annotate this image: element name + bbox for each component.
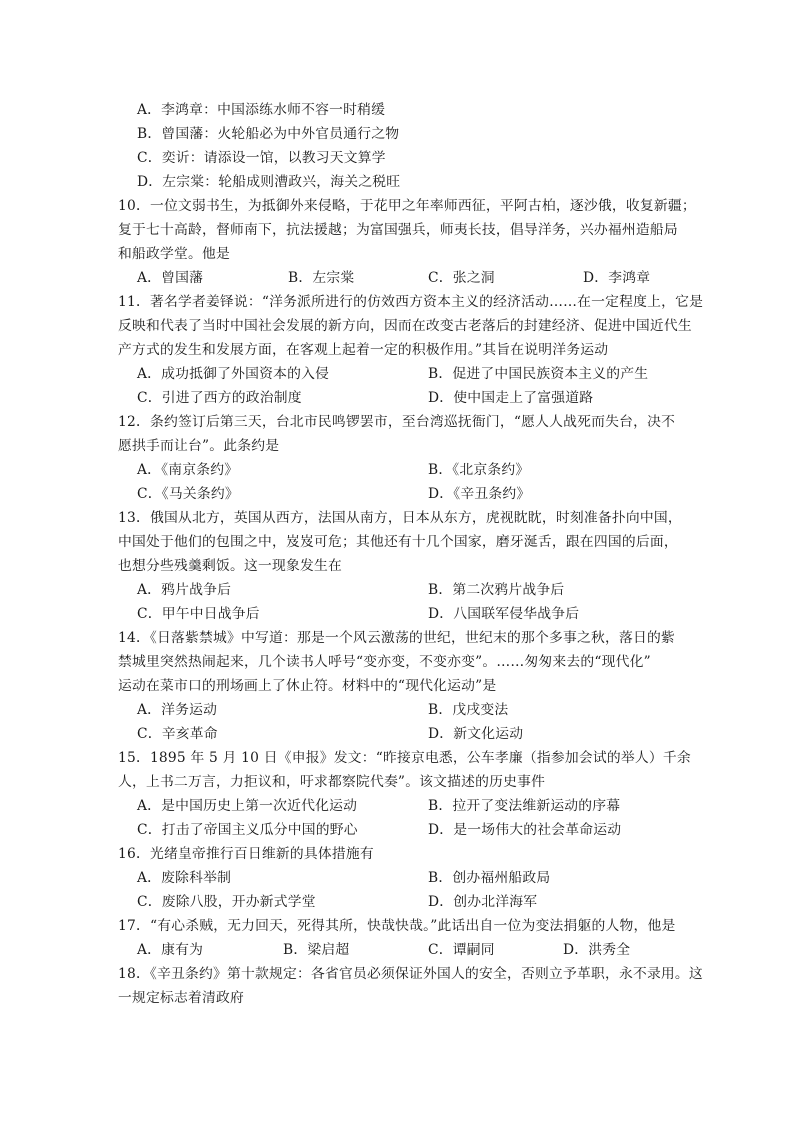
q15-stem-line-2: 人，上书二万言，力拒议和，吁求都察院代奏”。该文描述的历史事件 <box>118 774 546 790</box>
q15-option-c: C．打击了帝国主义瓜分中国的野心 <box>137 822 358 838</box>
q17-option-c: C．谭嗣同 <box>428 942 495 958</box>
q15-option-b: B．拉开了变法维新运动的序幕 <box>428 798 621 814</box>
q11-option-b: B．促进了中国民族资本主义的产生 <box>428 366 649 382</box>
q14-stem-line-1: 14．《日落紫禁城》中写道：那是一个风云激荡的世纪，世纪末的那个多事之秋，落日的紫 <box>118 630 675 646</box>
q14-option-a: A．洋务运动 <box>137 702 218 718</box>
q10-option-c: C．张之洞 <box>428 270 495 286</box>
q15-option-a: A．是中国历史上第一次近代化运动 <box>137 798 358 814</box>
q17-option-d: D．洪秀全 <box>563 942 631 958</box>
q9-option-c: C．奕䜣：请添设一馆，以教习天文算学 <box>137 150 386 166</box>
q11-stem-line-3: 产方式的发生和发展方面，在客观上起着一定的积极作用。”其旨在说明洋务运动 <box>118 342 609 358</box>
q13-stem-line-2: 中国处于他们的包围之中，岌岌可危；其他还有十几个国家，磨牙涎舌，跟在四国的后面， <box>118 534 678 550</box>
q15-option-d: D．是一场伟大的社会革命运动 <box>428 822 622 838</box>
q11-stem-line-1: 11．著名学者姜铎说：“洋务派所进行的仿效西方资本主义的经济活动……在一定程度上，它是 <box>118 294 704 310</box>
q12-option-c: C．《马关条约》 <box>137 486 239 502</box>
q10-stem-line-2: 复于七十高龄，督师南下，抗法援越；为富国强兵，师夷长技，倡导洋务，兴办福州造船局 <box>118 222 678 238</box>
q14-option-c: C．辛亥革命 <box>137 726 218 742</box>
q12-option-b: B．《北京条约》 <box>428 462 530 478</box>
q16-option-a: A．废除科举制 <box>137 870 232 886</box>
q13-option-a: A．鸦片战争后 <box>137 582 232 598</box>
q13-option-d: D．八国联军侵华战争后 <box>428 606 580 622</box>
q10-option-a: A．曾国藩 <box>137 270 204 286</box>
q9-option-b: B．曾国藩：火轮船必为中外官员通行之物 <box>137 126 400 142</box>
q18-stem-line-1: 18．《辛丑条约》第十款规定：各省官员必须保证外国人的安全，否则立予革职，永不录用。这 <box>118 966 703 982</box>
q13-option-b: B．第二次鸦片战争后 <box>428 582 565 598</box>
q12-option-d: D．《辛丑条约》 <box>428 486 531 502</box>
q18-stem-line-2: 一规定标志着清政府 <box>118 990 244 1006</box>
q13-stem-line-3: 也想分些残羹剩饭。这一现象发生在 <box>118 558 342 574</box>
q10-option-b: B．左宗棠 <box>288 270 355 286</box>
q10-stem-line-1: 10．一位文弱书生，为抵御外来侵略，于花甲之年率师西征，平阿古柏，逐沙俄，收复新疆； <box>118 198 696 214</box>
q11-option-a: A．成功抵御了外国资本的入侵 <box>137 366 330 382</box>
q9-option-d: D．左宗棠：轮船成则漕政兴，海关之税旺 <box>137 174 401 190</box>
q14-option-d: D．新文化运动 <box>428 726 524 742</box>
q12-stem-line-2: 愿拱手而让台”。此条约是 <box>118 438 280 454</box>
q16-option-c: C．废除八股，开办新式学堂 <box>137 894 316 910</box>
q11-option-d: D．使中国走上了富强道路 <box>428 390 594 406</box>
q9-option-a: A．李鸿章：中国添练水师不容一时稍缓 <box>137 102 386 118</box>
q17-option-b: B．梁启超 <box>283 942 350 958</box>
q16-option-b: B．创办福州船政局 <box>428 870 551 886</box>
q14-option-b: B．戊戌变法 <box>428 702 509 718</box>
q12-option-a: A．《南京条约》 <box>137 462 239 478</box>
q10-option-d: D．李鸿章 <box>583 270 651 286</box>
q11-option-c: C．引进了西方的政治制度 <box>137 390 302 406</box>
q16-option-d: D．创办北洋海军 <box>428 894 538 910</box>
q17-option-a: A．康有为 <box>137 942 204 958</box>
q13-stem-line-1: 13．俄国从北方，英国从西方，法国从南方，日本从东方，虎视眈眈，时刻准备扑向中国， <box>118 510 682 526</box>
q12-stem-line-1: 12．条约签订后第三天，台北市民鸣锣罢市，至台湾巡抚衙门，“愿人人战死而失台，决不 <box>118 414 676 430</box>
q17-stem-line-1: 17．“有心杀贼，无力回天，死得其所，快哉快哉。”此话出自一位为变法捐躯的人物，他是 <box>118 918 676 934</box>
q14-stem-line-3: 运动在菜市口的刑场画上了休止符。材料中的“现代化运动”是 <box>118 678 497 694</box>
q13-option-c: C．甲午中日战争后 <box>137 606 260 622</box>
q10-stem-line-3: 和船政学堂。他是 <box>118 246 230 262</box>
q14-stem-line-2: 禁城里突然热闹起来，几个读书人呼号“变亦变，不变亦变”。……匆匆来去的“现代化” <box>118 654 651 670</box>
q15-stem-line-1: 15．1895 年 5 月 10 日《申报》发文：“昨接京电悉，公车孝廉（指参加会试的举人）千余 <box>118 750 691 766</box>
q16-stem-line-1: 16．光绪皇帝推行百日维新的具体措施有 <box>118 846 374 862</box>
q11-stem-line-2: 反映和代表了当时中国社会发展的新方向，因而在改变古老落后的封建经济、促进中国近代生 <box>118 318 692 334</box>
